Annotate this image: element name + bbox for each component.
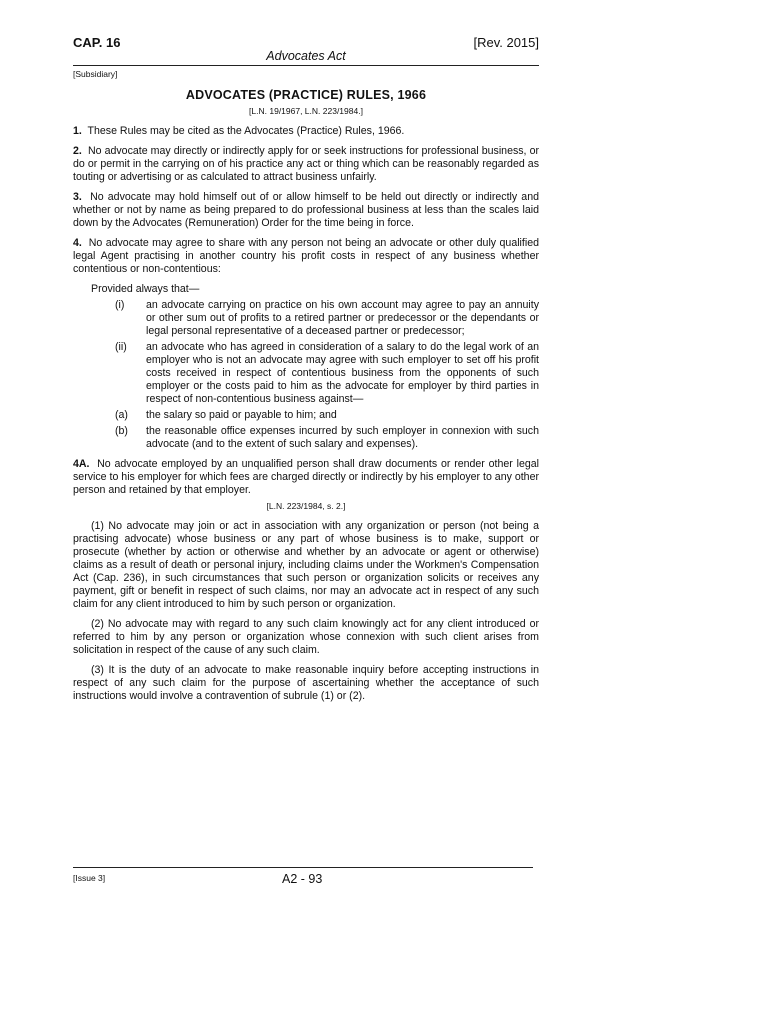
item-text: an advocate carrying on practice on his own account may agree to pay an annuity or other sum out of profits to a retired partner or predecessor or the dependants or legal personal representative of a deceased partner or predecessor; bbox=[146, 299, 539, 337]
rule-1-number: 1. bbox=[73, 125, 82, 137]
rule-4-number: 4. bbox=[73, 237, 82, 249]
chapter-label: CAP. 16 bbox=[73, 35, 121, 50]
rule-4 bbox=[73, 237, 539, 276]
rule-4-text: No advocate may agree to share with any person not being an advocate or other duly qualified legal Agent practising in another country his profit costs in respect of any business whether contentious or non-contentious: bbox=[73, 237, 539, 275]
item-marker: (a) bbox=[115, 409, 128, 421]
rule-3-text: No advocate may hold himself out of or allow himself to be held out directly or indirectly and whether or not by name as being prepared to do professional business at less than the scales laid down by the Advocates (Remuneration) Order for the time being in force. bbox=[73, 191, 539, 229]
issue-label: [Issue 3] bbox=[73, 873, 106, 883]
act-title: Advocates Act bbox=[266, 49, 346, 63]
rule-5-subrule-3: (3) It is the duty of an advocate to make reasonable inquiry before accepting instructions in respect of any such claim for the purpose of ascertaining whether the acceptance of such instructions would involve a contravention of subrule (1) or (2). bbox=[73, 664, 539, 702]
rule-5-subrule-2: (2) No advocate may with regard to any such claim knowingly act for any client introduced or referred to him by any person or organization whose connexion with such client arises from solicitation in respect of the cause of any such claim. bbox=[73, 618, 539, 656]
header-divider bbox=[73, 65, 539, 66]
rule-4a-text: No advocate employed by an unqualified person shall draw documents or render other legal service to his employer for which fees are charged directly or indirectly by his employer to any other person and retained by that employer. bbox=[73, 458, 539, 496]
proviso-item-a bbox=[73, 409, 539, 422]
item-marker: (i) bbox=[115, 299, 125, 311]
page-number: A2 - 93 bbox=[282, 872, 323, 886]
rule-3-number: 3. bbox=[73, 191, 82, 203]
proviso-intro: Provided always that— bbox=[91, 283, 200, 295]
revision-label: [Rev. 2015] bbox=[473, 35, 539, 50]
rule-4a bbox=[73, 458, 539, 497]
rule-5-subrule-1: (1) No advocate may join or act in association with any organization or person (not being a practising advocate) whose business or any part of whose business is to make, support or prosecute (whether by action or otherwise and whether by an advocate or agent or otherwise) claims as a result of death or personal injury, including claims under the Workmen's Compensation Act (Cap. 236), in such circumstances that such person or organization solicits or receives any payment, gift or benefit in respect of such claims, nor may an advocate act in respect of any such claim for any client introduced to him by such person or organization. bbox=[73, 520, 539, 610]
proviso-item-b bbox=[73, 425, 539, 451]
item-text: the salary so paid or payable to him; and bbox=[146, 409, 337, 421]
rule-3 bbox=[73, 191, 539, 230]
rule-2-number: 2. bbox=[73, 145, 82, 157]
running-header bbox=[73, 36, 539, 49]
item-marker: (b) bbox=[115, 425, 128, 437]
footer-divider bbox=[73, 867, 533, 868]
item-text: an advocate who has agreed in consideration of a salary to do the legal work of an employer who is not an advocate may agree with such employer to set off his profit costs received in respect of contentious business from the opponents of such employer or the costs paid to him as the advocate for employer by third parties in respect of non-contentious business against— bbox=[146, 341, 539, 405]
proviso-item-i bbox=[73, 299, 539, 338]
rule-1-text: These Rules may be cited as the Advocates (Practice) Rules, 1966. bbox=[87, 125, 405, 137]
legal-notice-citation: [L.N. 19/1967, L.N. 223/1984.] bbox=[249, 106, 363, 116]
rules-title: ADVOCATES (PRACTICE) RULES, 1966 bbox=[185, 88, 427, 102]
rule-4a-number: 4A. bbox=[73, 458, 90, 470]
proviso-item-ii bbox=[73, 341, 539, 406]
rule-4a-citation: [L.N. 223/1984, s. 2.] bbox=[266, 501, 346, 511]
rule-2 bbox=[73, 145, 539, 184]
rule-2-text: No advocate may directly or indirectly apply for or seek instructions for professional business, or do or permit in the carrying on of his practice any act or thing which can be reasonably regarded as touting or advertising or as calculated to attract business unfairly. bbox=[73, 145, 539, 183]
document-page bbox=[73, 36, 539, 703]
item-text: the reasonable office expenses incurred by such employer in connexion with such advocate (and to the extent of such salary and expenses). bbox=[146, 425, 539, 450]
subsidiary-label: [Subsidiary] bbox=[73, 69, 118, 79]
item-marker: (ii) bbox=[115, 341, 127, 353]
rule-1 bbox=[73, 125, 539, 138]
